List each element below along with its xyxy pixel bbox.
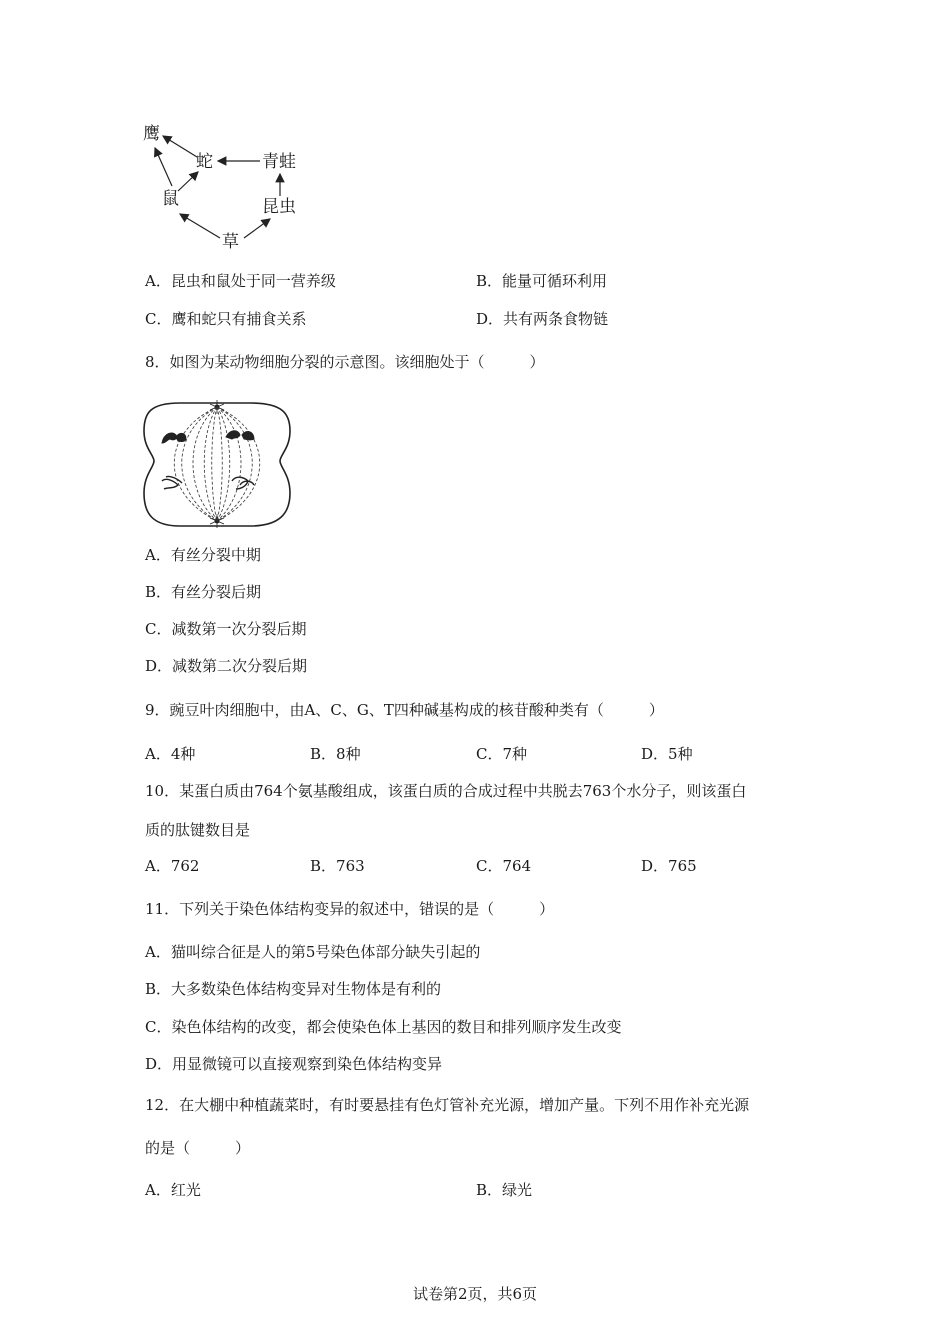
q8-option-d: D．减数第二次分裂后期 <box>145 657 308 675</box>
q8-option-b: B．有丝分裂后期 <box>145 583 262 601</box>
arrow-snake-eagle <box>163 136 197 157</box>
node-grass: 草 <box>222 232 239 252</box>
node-insect: 昆虫 <box>262 197 296 217</box>
q10-option-d: D．765 <box>641 857 697 875</box>
node-mouse: 鼠 <box>162 189 179 209</box>
arrow-mouse-eagle <box>155 148 172 186</box>
q10-option-c: C．764 <box>476 857 532 875</box>
page-footer: 试卷第2页，共6页 <box>412 1285 538 1303</box>
node-frog: 青蛙 <box>262 152 296 172</box>
q7-option-a: A．昆虫和鼠处于同一营养级 <box>145 272 336 290</box>
q11-option-d: D．用显微镜可以直接观察到染色体结构变异 <box>145 1055 443 1073</box>
q7-option-b: B．能量可循环利用 <box>476 272 608 290</box>
q12-stem-line2: 的是（ ） <box>145 1139 251 1157</box>
q10-option-a: A．762 <box>145 857 200 875</box>
q12-stem-line1: 12．在大棚中种植蔬菜时，有时要悬挂有色灯管补充光源，增加产量。下列不用作补充光源 <box>145 1096 750 1114</box>
q11-option-c: C．染色体结构的改变，都会使染色体上基因的数目和排列顺序发生改变 <box>145 1018 622 1036</box>
q9-option-b: B．8种 <box>310 745 361 763</box>
q7-option-c: C．鹰和蛇只有捕食关系 <box>145 310 307 328</box>
arrow-grass-mouse <box>180 214 220 238</box>
q10-stem-line2: 质的肽键数目是 <box>145 821 251 839</box>
node-eagle: 鹰 <box>143 124 160 144</box>
q7-option-d: D．共有两条食物链 <box>476 310 609 328</box>
arrow-grass-insect <box>244 219 270 238</box>
q10-option-b: B．763 <box>310 857 365 875</box>
q12-option-b: B．绿光 <box>476 1181 533 1199</box>
q11-option-a: A．猫叫综合征是人的第5号染色体部分缺失引起的 <box>145 943 481 961</box>
q8-option-a: A．有丝分裂中期 <box>145 546 261 564</box>
q8-stem: 8．如图为某动物细胞分裂的示意图。该细胞处于（ ） <box>145 353 545 371</box>
food-web-arrows <box>0 0 950 300</box>
q11-stem: 11．下列关于染色体结构变异的叙述中，错误的是（ ） <box>145 900 555 918</box>
arrow-mouse-snake <box>178 172 198 191</box>
q9-option-a: A．4种 <box>145 745 196 763</box>
q12-option-a: A．红光 <box>145 1181 201 1199</box>
node-snake: 蛇 <box>196 152 213 172</box>
q9-option-d: D．5种 <box>641 745 693 763</box>
q11-option-b: B．大多数染色体结构变异对生物体是有利的 <box>145 980 442 998</box>
q8-option-c: C．减数第一次分裂后期 <box>145 620 307 638</box>
q10-stem-line1: 10．某蛋白质由764个氨基酸组成，该蛋白质的合成过程中共脱去763个水分子，则该蛋白 <box>145 782 747 800</box>
q9-option-c: C．7种 <box>476 745 528 763</box>
q9-stem: 9．豌豆叶肉细胞中，由A、C、G、T四种碱基构成的核苷酸种类有（ ） <box>145 701 664 719</box>
cell-division-figure <box>140 393 300 533</box>
